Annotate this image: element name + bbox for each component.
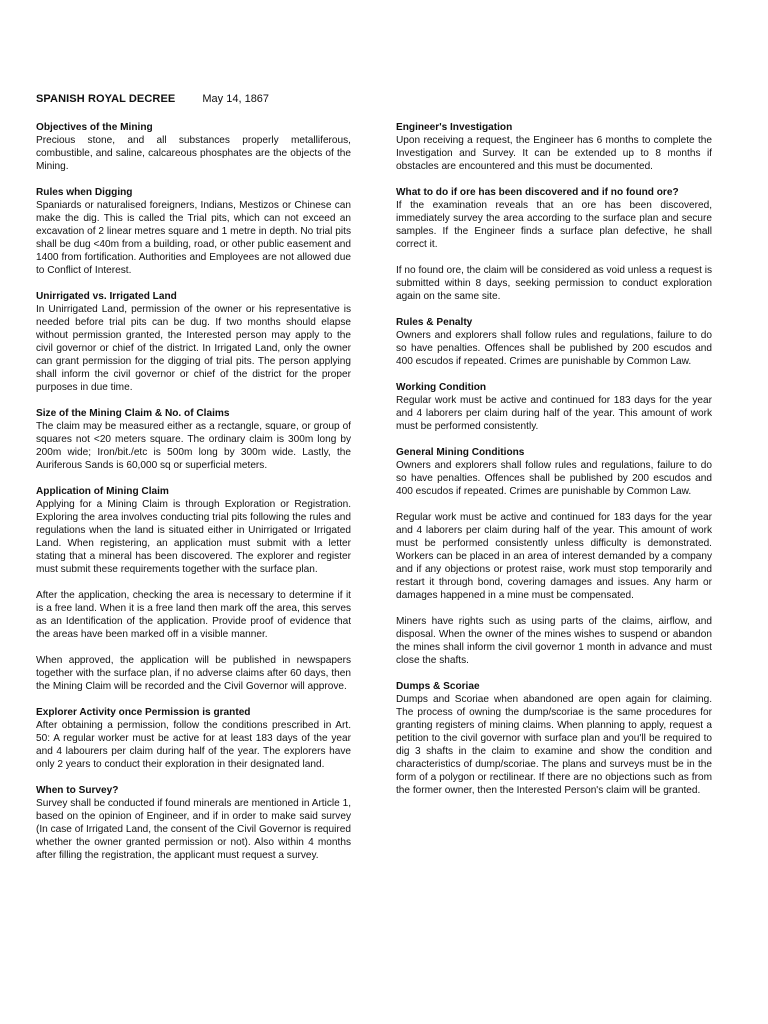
document-title: SPANISH ROYAL DECREE	[36, 93, 176, 105]
section-heading: General Mining Conditions	[396, 447, 525, 458]
section-heading: Rules & Penalty	[396, 317, 473, 328]
section-paragraph: If the examination reveals that an ore has been discovered, immediately survey the area according to the surface plan and secure samples. If the Engineer finds a surface plan defective, he shall correct it.	[396, 200, 712, 250]
section-paragraph: Regular work must be active and continued for 183 days for the year and 4 laborers per claim during half of the year. This amount of work must be performed consistently unless difficulty is demonstrated. Workers can be placed in an area of interest demanded by a company and if any objections or protest raise, work must stop temporarily and restart it through bond, covering damages and issues. Any harm or damages happened in a mine must be compensated.	[396, 512, 712, 601]
section-paragraph: When approved, the application will be published in newspapers together with the surface plan, if no adverse claims after 60 days, then the Mining Claim will be recorded and the Civil Governor will approve.	[36, 655, 351, 692]
section-what-to-do-if-ore-has-been-discovered-and-if-no-found-ore	[396, 186, 712, 303]
section-heading: Explorer Activity once Permission is granted	[36, 707, 251, 718]
section-paragraph: Owners and explorers shall follow rules and regulations, failure to do so have penalties. Offences shall be published by 200 escudos and 400 escudos if repeated. Crimes are punishable by Common Law.	[396, 460, 712, 497]
section-general-mining-conditions	[396, 446, 712, 667]
section-paragraph: The claim may be measured either as a rectangle, square, or group of squares not <20 meters square. The ordinary claim is 300m long by 200m wide; Iron/bit./etc is 500m long by 300m wide. Lastly, the Auriferous Sands is 60,000 sq or superficial meters.	[36, 421, 351, 471]
document-date: May 14, 1867	[202, 93, 270, 105]
section-engineer-s-investigation	[396, 121, 712, 173]
section-explorer-activity-once-permission-is-granted	[36, 706, 351, 771]
section-paragraph: Owners and explorers shall follow rules and regulations, failure to do so have penalties. Offences shall be published by 200 escudos and 400 escudos if repeated. Crimes are punishable by Common Law.	[396, 330, 712, 367]
section-paragraph: In Unirrigated Land, permission of the owner or his representative is needed before trial pits can be dug. If two months should elapse without permission granted, the Interested person may apply to the civil governor or chief of the district. In Irrigated Land, only the owner can grant permission for the digging of trial pits. The person applying shall inform the civil governor or chief of the district for the proper purposes in due time.	[36, 304, 351, 393]
section-heading: Engineer's Investigation	[396, 122, 513, 133]
section-paragraph: Upon receiving a request, the Engineer has 6 months to complete the Investigation and Survey. It can be extended up to 8 months if obstacles are encountered and this must be documented.	[396, 135, 712, 172]
section-rules-when-digging	[36, 186, 351, 277]
section-paragraph: After the application, checking the area is necessary to determine if it is a free land. When it is a free land then mark off the area, this serves as an Identification of the application. Provide proof of evidence that the areas have been marked off in a visible manner.	[36, 590, 351, 640]
section-paragraph: Miners have rights such as using parts of the claims, airflow, and disposal. When the owner of the mines wishes to suspend or abandon the mines shall inform the civil governor 1 month in advance and must close the shafts.	[396, 616, 712, 666]
section-heading: What to do if ore has been discovered and if no found ore?	[396, 187, 679, 198]
section-heading: Size of the Mining Claim & No. of Claims	[36, 408, 230, 419]
section-heading: When to Survey?	[36, 785, 119, 796]
section-paragraph: Dumps and Scoriae when abandoned are open again for claiming. The process of owning the dump/scoriae is the same procedures for granting registers of mining claims. When planning to apply, request a petition to the civil governor with surface plan and you'll be required to dig 3 shafts in the claim to examine and show the condition and characteristics of dump/scoriae. The plans and surveys must be in the form of a polygon or rectilinear. If there are no objections such as from the former owner, then the Interested Person's claim will be granted.	[396, 694, 712, 796]
section-paragraph: Applying for a Mining Claim is through Exploration or Registration. Exploring the area involves conducting trial pits following the rules and regulations when the land is situated either in Unirrigated or Irrigated Land. When registering, an application must submit with a letter stating that a mineral has been discovered. The explorer and register must submit these requirements together with the surface plan.	[36, 499, 351, 575]
left-column	[36, 121, 351, 875]
section-paragraph: Precious stone, and all substances properly metalliferous, combustible, and saline, calcareous phosphates are the objects of the Mining.	[36, 135, 351, 172]
section-application-of-mining-claim	[36, 485, 351, 693]
document-header	[36, 93, 269, 105]
section-size-of-the-mining-claim-no-of-claims	[36, 407, 351, 472]
section-heading: Rules when Digging	[36, 187, 133, 198]
section-objectives-of-the-mining	[36, 121, 351, 173]
section-working-condition	[396, 381, 712, 433]
section-paragraph: If no found ore, the claim will be considered as void unless a request is submitted within 8 days, seeking permission to conduct exploration again on the same site.	[396, 265, 712, 302]
section-unirrigated-vs-irrigated-land	[36, 290, 351, 394]
section-heading: Application of Mining Claim	[36, 486, 169, 497]
section-heading: Working Condition	[396, 382, 487, 393]
section-dumps-scoriae	[396, 680, 712, 797]
section-heading: Unirrigated vs. Irrigated Land	[36, 291, 177, 302]
section-rules-penalty	[396, 316, 712, 368]
section-heading: Objectives of the Mining	[36, 122, 153, 133]
section-when-to-survey	[36, 784, 351, 862]
section-paragraph: After obtaining a permission, follow the conditions prescribed in Art. 50: A regular worker must be active for at least 183 days of the year and 4 labourers per claim during half of the year. The explorers have only 2 years to conduct their exploration in their designated land.	[36, 720, 351, 770]
section-paragraph: Regular work must be active and continued for 183 days for the year and 4 laborers per claim during half of the year. This amount of work must be performed consistently.	[396, 395, 712, 432]
section-paragraph: Spaniards or naturalised foreigners, Indians, Mestizos or Chinese can make the dig. This is called the Trial pits, which can not exceed an excavation of 2 linear metres square and 1 metre in depth. No trial pits shall be dug <40m from a building, road, or other public easement and 1400 from fortification. Authorities and Employees are not allowed due to Conflict of Interest.	[36, 200, 351, 276]
right-column	[396, 121, 712, 810]
section-heading: Dumps & Scoriae	[396, 681, 480, 692]
section-paragraph: Survey shall be conducted if found minerals are mentioned in Article 1, based on the opinion of Engineer, and if in order to make said survey (In case of Irrigated Land, the consent of the Civil Governor is required whether the owner granted permission or not). Also within 4 months after filling the registration, the applicant must request a survey.	[36, 798, 351, 861]
